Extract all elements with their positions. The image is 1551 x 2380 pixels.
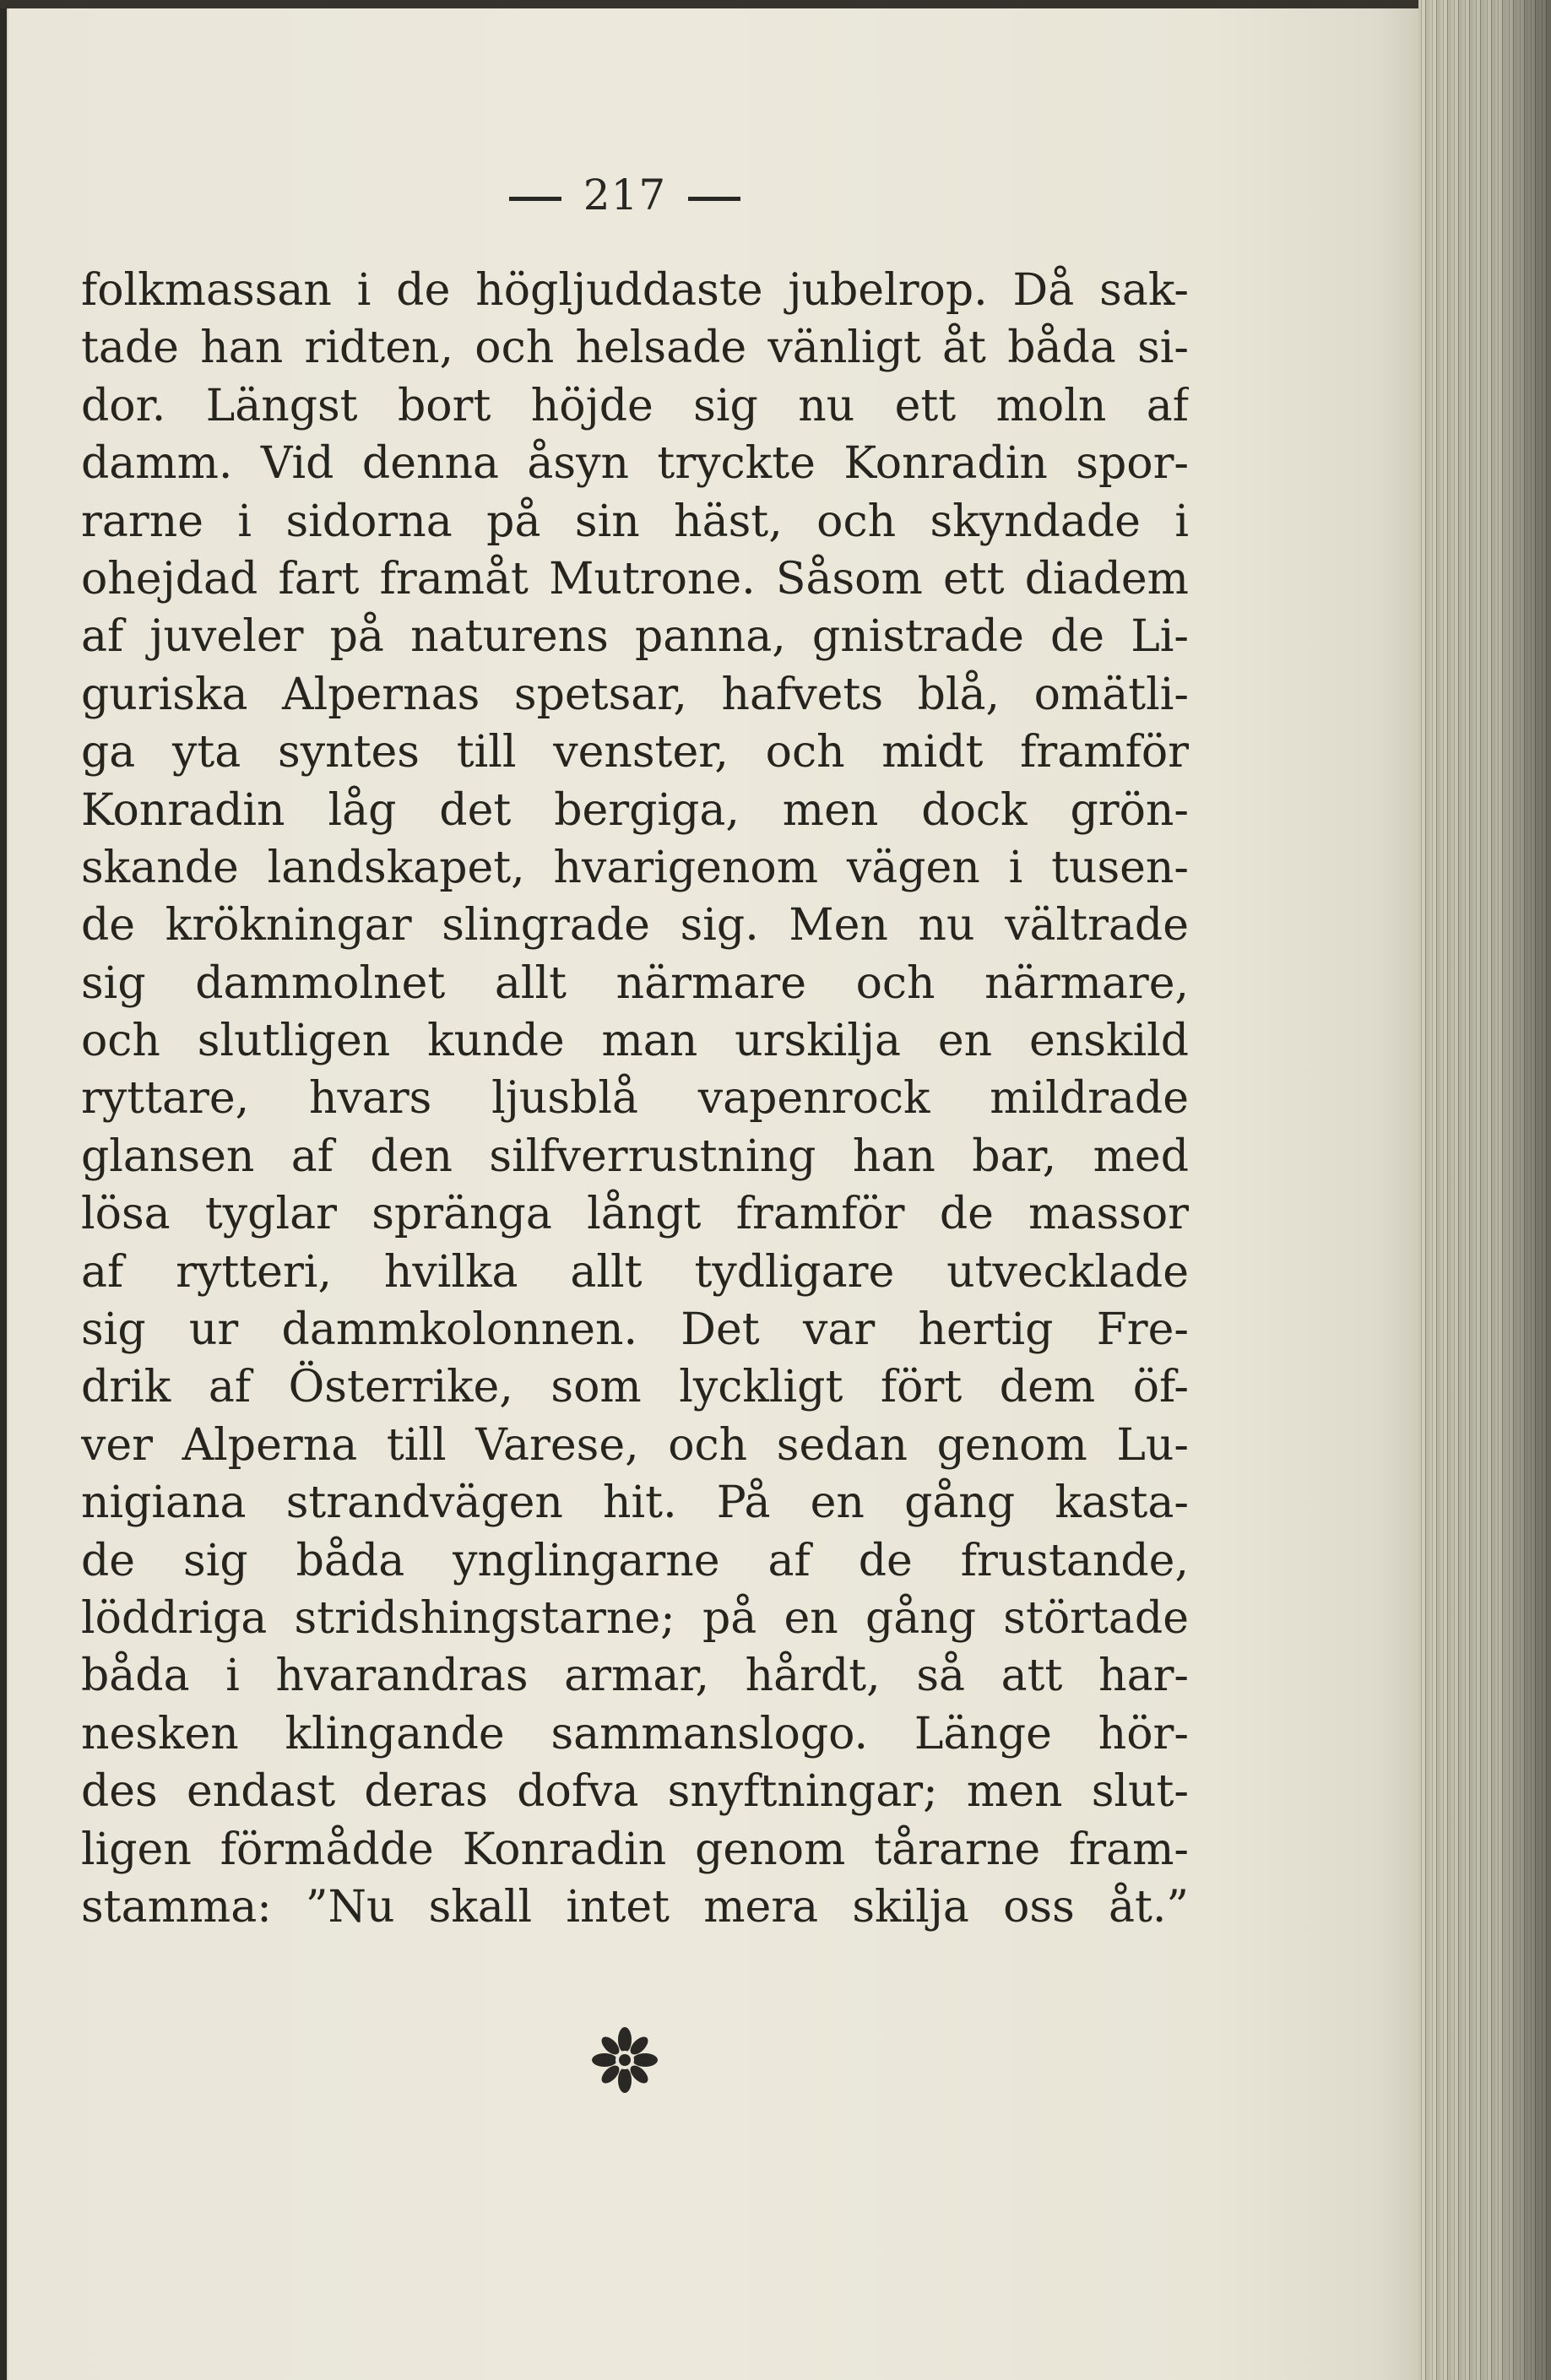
page-header <box>8 171 1241 220</box>
header-dash-right <box>688 197 740 201</box>
text-line: drik af Österrike, som lyckligt fört dem öf- <box>81 1362 1189 1413</box>
text-line: sig dammolnet allt närmare och närmare, <box>81 957 1189 1009</box>
text-line-last: stamma: ”Nu skall intet mera skilja oss åt.” <box>81 1881 1189 1933</box>
text-line: damm. Vid denna åsyn tryckte Konradin spor- <box>81 438 1189 490</box>
header-dash-left <box>509 197 561 201</box>
text-line: ga yta syntes till venster, och midt framför <box>81 727 1189 778</box>
text-line: nesken klingande sammanslogo. Länge hör- <box>81 1708 1189 1759</box>
text-line: ligen förmådde Konradin genom tårarne fram- <box>81 1824 1189 1875</box>
text-line: nigiana strandvägen hit. På en gång kasta- <box>81 1477 1189 1529</box>
text-line: rarne i sidorna på sin häst, och skyndade i <box>81 496 1189 547</box>
page-sheet <box>7 8 1420 2380</box>
scan-top-border <box>0 0 1551 8</box>
text-line: des endast deras dofva snyftningar; men slut- <box>81 1766 1189 1818</box>
text-line: ohejdad fart framåt Mutrone. Såsom ett diadem <box>81 553 1189 604</box>
text-line: löddriga stridshingstarne; på en gång störtade <box>81 1592 1189 1644</box>
text-line: båda i hvarandras armar, hårdt, så att har- <box>81 1651 1189 1702</box>
text-line: skande landskapet, hvarigenom vägen i tusen- <box>81 842 1189 893</box>
page-number: 217 <box>583 171 667 220</box>
text-line: och slutligen kunde man urskilja en enskild <box>81 1016 1189 1067</box>
text-line: ver Alperna till Varese, och sedan genom Lu- <box>81 1419 1189 1471</box>
text-line: Konradin låg det bergiga, men dock grön- <box>81 784 1189 836</box>
text-line: sig ur dammkolonnen. Det var hertig Fre- <box>81 1304 1189 1356</box>
text-line: af juveler på naturens panna, gnistrade de Li- <box>81 611 1189 663</box>
text-line: tade han ridten, och helsade vänligt åt båda si- <box>81 323 1189 374</box>
book-page-edges <box>1418 0 1551 2380</box>
text-line: de krökningar slingrade sig. Men nu vältrade <box>81 900 1189 951</box>
text-line: guriska Alpernas spetsar, hafvets blå, omätli- <box>81 669 1189 720</box>
text-line: ryttare, hvars ljusblå vapenrock mildrade <box>81 1073 1189 1125</box>
body-text <box>81 262 1189 1936</box>
text-line: glansen af den silfverrustning han bar, med <box>81 1130 1189 1182</box>
text-line: de sig båda ynglingarne af de frustande, <box>81 1535 1189 1586</box>
text-line: af rytteri, hvilka allt tydligare utvecklade <box>81 1246 1189 1298</box>
text-line: lösa tyglar spränga långt framför de massor <box>81 1189 1189 1240</box>
text-line: folkmassan i de högljuddaste jubelrop. Då sak- <box>81 265 1189 316</box>
floral-ornament-icon <box>591 2026 659 2094</box>
text-line: dor. Längst bort höjde sig nu ett moln af <box>81 380 1189 431</box>
